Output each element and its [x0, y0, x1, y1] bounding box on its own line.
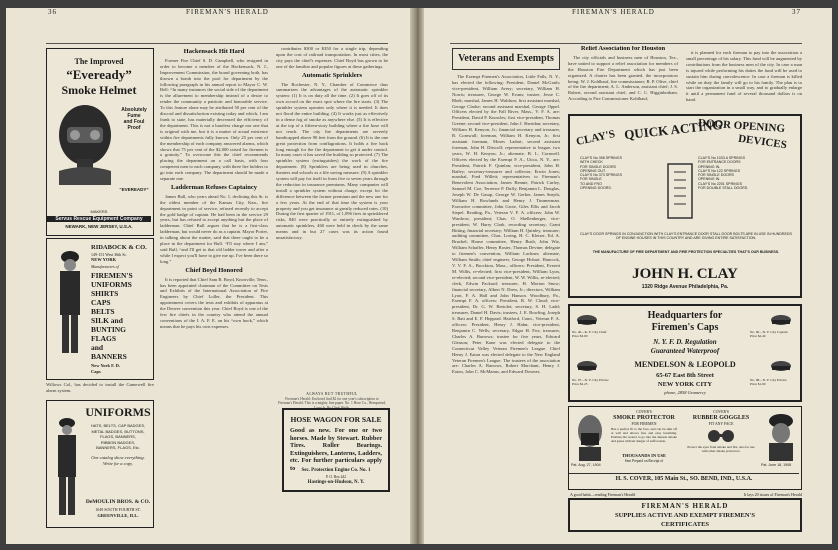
clay-right-3: OPENING IN.: [698, 164, 721, 169]
left-column-1: [160, 46, 268, 530]
cover-left-thousands: THOUSANDS IN USE: [621, 453, 666, 458]
left-column-2: [276, 46, 388, 391]
ridabock-items: [91, 271, 153, 361]
veterans-body: The Exempt Firemen's Association, Little Falls, N. Y., has elected the following: President, Daniel McGrath; vice-president, William Avery; secretary, William H. Norris; treasurer, George W. Evans; trustee, Jesse C. Rhek; marshal, James H. Waldron; first assistant marshal, George Clarke; second assistant marshal, George Oppel. Officers elected by the Fall River, Mass., V. F. A. are: President, David P. Knowles; first vice-president, Thomas Greene; second vice-president, John J. Sheridan; secretary, William H. Kenyon, Jr.; financial secretary and treasurer, B. Cornwall; foreman, William H. Kenyon, Jr.; first assistant foreman, Moses Ladart; second assistant foreman, John H. Driscoll; representative to league, two years, W. H. Kenyon, Jr.; alternate, B. L. Cornwell. Officers elected by the Exempt F. A., Utica, N. Y., are: President, Patrick F. Quinlan; vice-president, John H. Bailey; secretary-treasurer and collector, Erwin Jones; marshal, Fred Willett; representatives to Fireman's Benevolent Association, James Rennie, Patrick Curley, Samuel M. Coe, Terrence P. Duffy, Benjamin L. Douglas, Joseph W. De Gasap, George W. Gerber, James Smyth, William H. Rowlands and Henry J. Timmerman. Executive committee, John Grote, Giles Ellis and Jacob Siepel. Reading, Pa., Veteran V. F. A. officers: John W. Wardrow, president; Chas. O. Shellenberger, vice-president; W. Harry Clark, recording secretary; Grant Bitting, financial secretary; William H. Quinley, treasurer; auditing committee, Chas. Loring, H. C. Kleiser, Ed. A. Bruckel; House committee, Henry Bush, John Wiz, William Schaffer, Henry Rosier, Thomas Devine; delegate to firemen's convention, William Lachner; alternate, William Smith; chief engineer, George Hobart. Hancock, V. V. F. A., Brockton, Mass., officers: President, Everett M. Willis, re-elected; first vice-president, William Lyon, re-elected; second vice-president, W. W. Willis, re-elected; clerk, Edwin Packard; treasurer, H. Morton Snow; financial secretary, Albert N. Drew, Jr.; directors, William Lyon, F. A. Hall and John Hanson. Woodbury, Pa., Exempt F. A. officers: President, B. W. Cloud; vice-president, Dr. G. W. Bertolet; secretary, S. H. Ladd; treasurer, Daniel H. Davis; trustees, J. E. Bowling, Joseph S. Batt and E. P. Heppard. Hartford, Conn., Veteran F. A. officers: President, Henry J. Hahn; vice-president, Benjamin C. Wells; secretary, Edgar H. Fox; treasurer, Charles A. Barrows; trustee for five years, Edward Gleason; Peter Kane was elected delegate to the Connecticut Valley Veteran Firemen's League. Chief Henry J. Eaton was elected delegate to the New England Veteran Firemen's League. The trustees of the association are: Charles A. Barrows, Robert Marchant, Henry J. Eaton, John C. McManus, and Edward Downes.: [452, 74, 560, 375]
hose-wagon-ad: [282, 408, 390, 492]
chief-boyd-title: Chief Boyd Honored: [185, 266, 243, 274]
ribbon-line-2: SUPPLIES ACTIVE AND EXEMPT FIREMEN'S: [614, 512, 756, 519]
clay-address: 1320 Ridge Avenue Philadelphia, Pa.: [641, 284, 729, 290]
hose-wagon-company: Sec. Protection Engine Co. No. 1: [301, 468, 371, 473]
clay-ad: [568, 114, 802, 298]
caps-headline-2: Firemen's Caps: [651, 322, 719, 333]
caps-headline-1: Headquarters for: [647, 310, 723, 321]
feature-1: Absolutely: [121, 107, 147, 113]
ridabock-name: RIDABOCK & CO.: [91, 244, 147, 251]
ribbon-line-1: FIREMAN'S HERALD: [641, 502, 729, 510]
item-3: SHIRTS: [91, 289, 119, 298]
clay-headline-1: CLAY'S: [575, 128, 617, 148]
hose-wagon-body: Good as new. For one or two horses. Made by Stewart. Rubber Tires. Roller Bearings. Extinguishers, Lanterns, Ladders, etc. For further particulars apply to: [290, 427, 382, 472]
cap-private-1-image: [576, 356, 598, 372]
caps-city: NEW YORK CITY: [657, 381, 713, 388]
hose-wagon-headline: HOSE WAGON FOR SALE: [290, 415, 382, 424]
caps-address: 65-67 East 8th Street: [656, 372, 714, 379]
clay-headline-4: DEVICES: [737, 132, 788, 152]
item-6: SILK and: [91, 316, 123, 325]
cover-left-body: Has a perfect fit to the face, and can be shut off at will and allows free and easy breathing. Enables the wearer to go into the densest smoke and gases without danger of suffocation.: [611, 427, 677, 443]
item-4: CAPS: [91, 298, 111, 307]
cap-caption-2: [750, 330, 800, 338]
cap-caption-3-text: No. 97—N. Y. City Private: [572, 378, 609, 382]
eveready-line1: The Improved: [74, 57, 124, 66]
certificates-ad: [568, 498, 802, 532]
cover-left-price: Sent Prepaid on Receipt of: [624, 459, 664, 463]
truthful-note-title: ALWAYS BUT TRUTHFUL: [306, 392, 358, 396]
cap-price-4: Price $1.00: [750, 382, 766, 386]
hose-wagon-po: P. O. Box 442: [325, 475, 347, 479]
item-2: UNIFORMS: [91, 280, 132, 289]
cover-right-label: COVER'S: [713, 410, 729, 414]
veterans-title-box: [452, 48, 560, 70]
veterans-column: [452, 74, 560, 530]
cap-caption-4-text: No. 98—N. Y. City Private: [750, 378, 787, 382]
relief-body: The city officials and business men of Houston, Tex., have united to support a relief association for members of the Houston Fire Department which has just been organized. A charter has been granted, the incorporators being: W. J. Kohlhauf, fire commissioner; R. P. Olive, chief of the fire department; A. L. Anderson, assistant chief; J. S. Rubert, second assistant chief, and C. C. Higginbotham. According to Fire Commissioner Kohlhauf,: [568, 54, 678, 102]
ridabock-sub: Manufacturers of: [91, 264, 119, 269]
clay-headline-2: QUICK ACTING: [623, 116, 724, 143]
uniforms-address: 1049 SOUTH FOURTH ST.: [95, 507, 141, 512]
uniforms-title: UNIFORMS: [85, 405, 151, 419]
item-10: BANNERS: [91, 352, 127, 361]
fireman-portrait-image: [763, 411, 799, 461]
header-rule-right: [450, 43, 802, 44]
cover-footer: H. S. COVER, 105 Main St., SO. BEND, IND., U.S.A.: [569, 473, 799, 482]
sprinklers-title: Automatic Sprinklers: [301, 71, 363, 79]
page-number-left: 36: [48, 8, 57, 16]
uniforms-ad: [46, 400, 154, 528]
cover-left-title: SMOKE PROTECTOR: [613, 415, 675, 421]
running-head-left: FIREMAN'S HERALD: [186, 8, 269, 16]
cover-right-body: Protect the eyes from smoke and fire, also for use with other smoke protectors.: [687, 445, 755, 453]
chief-boyd-continued: contributes $300 or $350 for a single trip, depending upon the cost of railroad transportation. In most cities, the city pays the chief's expenses. Chief Boyd has grown to be one of the familiar and popular figures at these gatherings.: [276, 46, 388, 69]
ladderman-body: James Bull, who years ahead No. 1, declining this Sr. is the oldest member of the Kansas City, Kan., fire department in point of service, refused recently to accept the gold badge of captain. He had been in the service 29 years, but has refused to accept anything but the place of ladderman. Chief Bull argues that he is a first-class ladderman, but would never do as a captain. Mayor Porter, in talking about the matter, said that there ought to be a place in the department for Bull. “I'll stay where I am,” said Bull, “and I'll get to that old ladder tower and after a while I expect you'll have to give me up. I've been there so long.”: [160, 193, 268, 264]
cover-left-sub: FOR FIREMEN: [631, 422, 657, 426]
page-number-right: 37: [792, 8, 801, 16]
cap-caption-1: [572, 330, 622, 338]
caps-line-2: Guaranteed Waterproof: [650, 347, 720, 355]
cap-caption-3: [572, 378, 622, 386]
uniforms-line-1: HATS, BELTS, CAP BADGES,: [90, 423, 146, 428]
sprinklers-body: The Rochester, N. Y., Chamber of Commerce thus summarizes the advantages of the automatic sprinkler system: (1) It is on duty all the time. (2) It goes off of its own accord on the exact spot where the fire starts. (3) The sprinkler system operates only where it is needed. It does not flood the entire building. (4) It works just as effectively in a dense fog of smoke as anywhere else. (5) It is effective at the top of a fifteen-story building where a fire hose will not reach. The city fire departments are severely handicapped above 90 feet from the ground. (6) It is the one great protection from conflagrations. It holds a fire back long enough for the fire department to get it under control. In many cases it has saved the building so protected. (7) The sprinkler system (extinguishes) the work of the fire department. (8) Sprinklers are being used in churches, theaters and schools as a life saving measure. (9) A sprinkler system will pay for itself in from five to seven years through the reduction in insurance premiums. Many companies will install a sprinkler system without charge, except for the difference between the former premium and the new one for a few years. At the end of that time the system is your property and you get insurance at greatly reduced rates. (10) During the first quarter of 1911, of 1,096 fires in sprinklered risks, 840 were practically or entirely extinguished by automatic sprinklers, 460 were held in check by the same means and in but 27 cases was its action found unsatisfactory.: [276, 81, 388, 241]
ridabock-footer2: Caps: [91, 369, 101, 374]
uniforms-line-3: FLAGS, BANNERS,: [100, 434, 136, 439]
clay-left-3: FOR SINGLE DOORS: [580, 164, 616, 169]
left-page: [6, 8, 410, 544]
footnote-right: It lays 20 issues of Fireman's Herald: [743, 492, 802, 497]
cover-right-sub: FIT ANY FACE: [708, 422, 734, 426]
ribbon-line-3: CERTIFICATES: [660, 521, 710, 528]
caps-phone: phone, 2858 Gramercy: [664, 390, 706, 395]
running-head-right: FIREMAN'S HERALD: [572, 8, 655, 16]
cap-captain-image: [770, 310, 792, 326]
hose-wagon-city: Hastings-on-Hudson, N. Y.: [307, 480, 365, 485]
eveready-company: Servus Rescue Equipment Company: [47, 216, 151, 222]
clay-right-8: FOR DOUBLE STALL DOORS.: [698, 186, 749, 191]
cap-caption-1-text: No. 40—K. Y. City Chief: [572, 330, 607, 334]
cover-ad: [568, 406, 802, 490]
cap-price-1: Price $3.00: [572, 334, 588, 338]
cap-caption-2-text: No. 60—N. Y. City Captain: [750, 330, 788, 334]
cover-left-label: COVER'S: [636, 410, 652, 414]
relief-title: Relief Association for Houston: [580, 46, 666, 52]
clay-left-8: OPENING DOORS.: [580, 186, 612, 191]
hackensack-body: Former Fire Chief S. D. Campbell, who resigned in order to become a member of the Hackensack, N. J., Improvement Commission, the board governing both, has thrown a bomb into the pool for department by the following paragraph in his annual report to Mayor C. W. Bell: “In many instances the social side of the department is the allurement to membership instead of a desire to render the community a patriotic and honorable service. To this feature alone may be attributed 50 per cent of the discord and dissatisfaction existing today and which, I am frank to state, has materially decreased the efficiency of the department. This is not a baseless charge nor one that is original with me, but it is a matter of actual existence within fire departments fully known. Only 25 per cent of the membership of each company answered alarms, which shows that 75 per cent of the $2,000 raised for firemen is a gratuity.” To overcome this the chief recommends placing the department on a call basis, with four competent men to each company, with three fire holders to go into each company. The department should be made a separate one.: [160, 57, 268, 182]
feature-2: Fume: [127, 113, 141, 119]
clay-name: JOHN H. CLAY: [632, 266, 738, 282]
eveready-line2: “Eveready”: [66, 67, 132, 82]
item-1: FIREMEN'S: [91, 271, 133, 280]
uniforms-company: DeMOULIN BROS. & CO.: [85, 499, 151, 505]
chief-boyd-body: It is reported that Chief Sam B. Boyd, Knoxville, Tenn., has been appointed chairman of the Committee on Tests and Exhibits of the International Association of Fire Engineers by Chief Loller, the President. This appointment covers the tests and exhibits of apparatus at the Denver convention this year. Chief Boyd is one of the few fire chiefs in the country who attend the annual conventions of the I. A. F. E. on his “own hook,” which means that he pays his own expenses.: [160, 276, 268, 329]
clay-left-7: TO AND FRO: [580, 181, 602, 186]
uniforms-line-5: BANNERS, FLAGS, Etc.: [96, 445, 140, 450]
caps-company: MENDELSON & LEOPOLD: [634, 360, 736, 369]
footnote-left: A good habit—reading Fireman's Herald: [570, 492, 636, 497]
ladderman-title: Ladderman Refuses Captaincy: [171, 183, 257, 191]
cap-caption-4: [750, 378, 800, 386]
door-spring-image: [664, 160, 696, 222]
cap-price-2: Price $2.40: [750, 334, 766, 338]
uniforms-city: GREENVILLE, ILL.: [97, 513, 139, 518]
clay-body: CLAY'S DOOR SPRINGS IN CONJUNCTION WITH CLAY'S ENTRANCE DOOR STALL DOOR BOLTS ARE IN USE IN HUNDREDS OF ENGINE HOUSES IN THIS COUNTRY AND ARE GIVING ENTIRE SATISFACTION.: [580, 232, 792, 241]
eveready-address: NEWARK, NEW JERSEY, U.S.A.: [65, 224, 133, 229]
smoke-protector-face-image: [573, 411, 607, 461]
eveready-features: [117, 107, 151, 131]
caption-willows: Willows Cal., has decided to install the Gamewell fire alarm system.: [46, 382, 154, 393]
ridabock-address: 149-151 West 36th St.: [91, 252, 127, 257]
eveready-line3: Smoke Helmet: [61, 83, 137, 97]
hackensack-title: Hackensack Hit Hard: [183, 48, 245, 55]
ridabock-footer: New York F. D.: [91, 363, 121, 368]
cover-right-date: Pat. June 18, 1908: [761, 463, 792, 467]
clay-headline-3: DOOR OPENING: [697, 116, 786, 136]
clay-right-5: FOR SINGLE DOORS: [698, 173, 734, 178]
item-7: BUNTING: [91, 325, 127, 334]
clay-right-list: [698, 156, 798, 190]
uniforms-line-2: METAL BADGES, BUTTONS,: [91, 428, 145, 434]
clay-right-2: FOR ENTRANCE DOORS: [698, 160, 741, 165]
eveready-ad: [46, 48, 154, 236]
clay-left-1: CLAY'S No 398 SPRINGS: [580, 156, 622, 160]
clay-left-4: OPENING OUT.: [580, 168, 606, 173]
veterans-title: Veterans and Exempts: [458, 53, 554, 64]
clay-right-4: CLAY'S No 122 SPRINGS: [698, 168, 740, 173]
uniformed-man-image: [51, 415, 83, 519]
cap-private-2-image: [770, 356, 792, 372]
relief-body-2: it is planned for each fireman to pay into the association a small percentage of his salary. This fund will be augmented by contributions from the business men of the city. In case a man is injured while performing his duties the fund will be used to sustain him during convalescence. In case a fireman is killed while on duty the family will go to his family. The plan is to start the organization in a small way, and to gradually enlarge it until a permanent fund of several thousand dollars is on hand.: [686, 50, 802, 103]
ridabock-city: NEW YORK: [91, 257, 117, 262]
book-gutter: [410, 8, 424, 544]
uniforms-catalog2: Write for a copy.: [103, 461, 133, 466]
caps-ad: [568, 304, 802, 402]
feature-4: Proof: [127, 125, 141, 131]
right-page: [424, 8, 832, 544]
goggles-image: [705, 429, 737, 443]
cap-price-3: Price $2.25: [572, 382, 588, 386]
cover-left-date: Pat. Aug. 27, 1904: [571, 463, 601, 467]
clay-left-list: [580, 156, 664, 190]
eveready-brand: “EVEREADY”: [119, 187, 149, 192]
cap-chief-image: [576, 310, 598, 326]
clay-right-1: CLAY'S No 1033 A SPRINGS: [698, 156, 745, 160]
fireman-figure-image: [51, 247, 89, 359]
item-9: and: [91, 343, 104, 352]
clay-body-2: THE MANUFACTURE OF FIRE DEPARTMENT AND FIRE PROTECTION SPECIALTIES THAT'S OUR BUSINESS.: [592, 250, 780, 254]
smoke-helmet-image: [53, 101, 117, 187]
eveready-makers: MAKERS: [90, 209, 108, 214]
clay-right-7: CLAY'S No 2201 SPRINGS: [698, 181, 742, 186]
ridabock-ad: [46, 238, 154, 380]
caps-line-1: N. Y. F. D. Regulation: [653, 338, 717, 346]
uniforms-line-4: RIBBON BADGES,: [100, 439, 136, 445]
clay-left-2: WITH CHECK: [580, 160, 603, 165]
clay-left-5: CLAY'S No 373 SPRINGS: [580, 173, 622, 178]
feature-3: and Foul: [123, 119, 145, 125]
uniforms-catalog: Our catalog show everything.: [91, 455, 145, 460]
item-8: FLAGS: [91, 334, 117, 343]
uniforms-lines: [85, 423, 151, 451]
clay-right-6: OPENING IN.: [698, 177, 721, 182]
clay-left-6: FOR SINGLE: [580, 177, 602, 182]
header-rule-left: [46, 43, 388, 44]
item-5: BELTS: [91, 307, 115, 316]
truthful-note-body: Fireman's Herald: Enclosed find $2 for one year's subscription to Fireman's Herald. This is a mighty fine paper. No. 1 Hose Co., Hempstead,: [278, 397, 386, 406]
cover-right-title: RUBBER GOGGLES: [692, 415, 750, 421]
